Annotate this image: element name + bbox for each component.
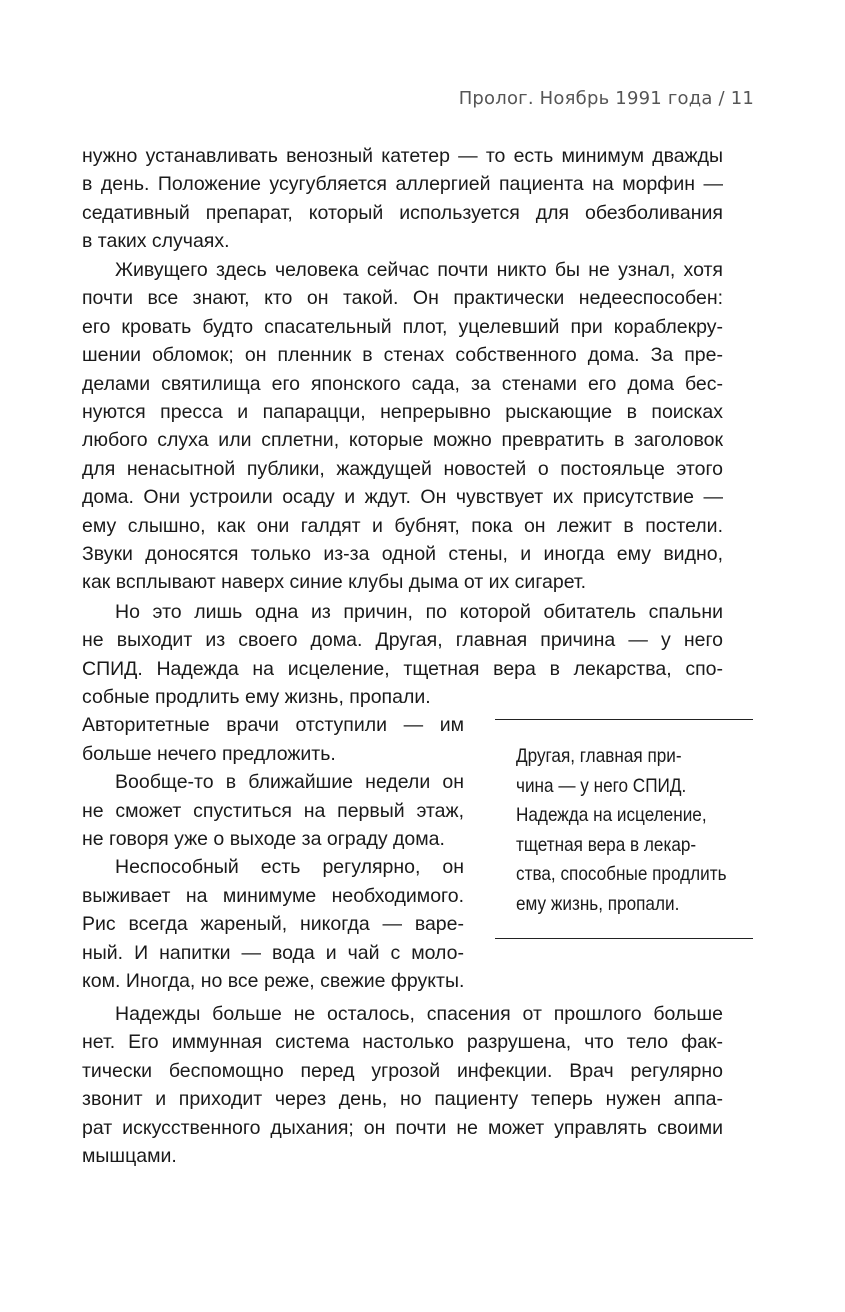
pull-quote	[495, 719, 753, 939]
text-line: собные продлить ему жизнь, пропали.	[82, 686, 431, 708]
text-line: для ненасытной публики, жаждущей новостей о постояльце этого	[82, 457, 723, 480]
text-line: звонит и приходит через день, но пациенту теперь нужен аппа-	[82, 1088, 723, 1111]
pull-quote-line: тщетная вера в лекар-	[516, 833, 697, 856]
text-line: его кровать будто спасательный плот, уцелевший при кораблекру-	[82, 315, 723, 338]
text-line: рат искусственного дыхания; он почти не может управлять своими	[82, 1116, 723, 1139]
text-line: Но это лишь одна из причин, по которой обитатель спальни	[115, 601, 723, 623]
pull-quote-line: чина — у него СПИД.	[516, 774, 687, 797]
text-line: Рис всегда жареный, никогда — варе-	[82, 913, 464, 936]
text-line: нуются пресса и папарацци, непрерывно рыскающие в поисках	[82, 401, 723, 424]
running-header: Пролог. Ноябрь 1991 года / 11	[458, 88, 754, 109]
text-line: ный. И напитки — вода и чай с моло-	[82, 941, 464, 964]
text-line: не говоря уже о выходе за ограду дома.	[82, 828, 445, 851]
text-line: Неспособный есть регулярно, он	[115, 856, 464, 879]
text-line: любого слуха или сплетни, которые можно превратить в заголовок	[82, 429, 723, 452]
paragraph-narrow-column	[82, 683, 464, 995]
text-line: почти все знают, кто он такой. Он практически недееспособен:	[82, 287, 723, 310]
pull-quote-line: Надежда на исцеление,	[516, 804, 707, 827]
paragraph-continuation	[82, 142, 723, 256]
text-line: не выходит из своего дома. Другая, главная причина — у него	[82, 629, 723, 652]
text-line: дома. Они устроили осаду и ждут. Он чувствует их присутствие —	[82, 486, 723, 509]
text-line: шении обломок; он пленник в стенах собственного дома. За пре-	[82, 344, 723, 367]
text-line: не сможет спуститься на первый этаж,	[82, 799, 464, 822]
text-line: в день. Положение усугубляется аллергией пациента на морфин —	[82, 173, 723, 196]
pull-quote-line: ства, способные продлить	[516, 863, 727, 886]
text-line: Звуки доносятся только из-за одной стены, и иногда ему видно,	[82, 543, 723, 566]
text-line: седативный препарат, который используется для обезболивания	[82, 201, 723, 224]
text-line: Вообще-то в ближайшие недели он	[115, 771, 464, 794]
text-line: ком. Иногда, но все реже, свежие фрукты.	[82, 970, 465, 993]
text-line: нет. Его иммунная система настолько разрушена, что тело фак-	[82, 1031, 723, 1054]
text-line: выживает на минимуме необходимого.	[82, 884, 464, 907]
text-line: СПИД. Надежда на исцеление, тщетная вера в лекарства, спо-	[82, 657, 723, 680]
text-line: тически беспомощно перед угрозой инфекции. Врач регулярно	[82, 1059, 723, 1082]
text-line: как всплывают наверх синие клубы дыма от их сигарет.	[82, 571, 587, 594]
pull-quote-line: ему жизнь, пропали.	[516, 892, 680, 915]
paragraph-hope	[82, 1000, 723, 1170]
text-line: мышцами.	[82, 1145, 177, 1168]
text-line: в таких случаях.	[82, 230, 230, 253]
text-line: делами святилища его японского сада, за стенами его дома бес-	[82, 372, 723, 395]
text-line: нужно устанавливать венозный катетер — то есть минимум дважды	[82, 145, 723, 167]
pull-quote-text	[516, 742, 727, 920]
text-line: Надежды больше не осталось, спасения от прошлого больше	[115, 1003, 723, 1025]
text-line: Авторитетные врачи отступили — им	[82, 714, 464, 737]
paragraph-patient	[82, 256, 723, 597]
text-line: больше нечего предложить.	[82, 742, 336, 765]
text-line: ему слышно, как они галдят и бубнят, пока он лежит в постели.	[82, 514, 723, 537]
text-line: Живущего здесь человека сейчас почти никто бы не узнал, хотя	[115, 259, 723, 281]
pull-quote-line: Другая, главная при-	[516, 745, 682, 767]
paragraph-reasons	[82, 598, 723, 683]
